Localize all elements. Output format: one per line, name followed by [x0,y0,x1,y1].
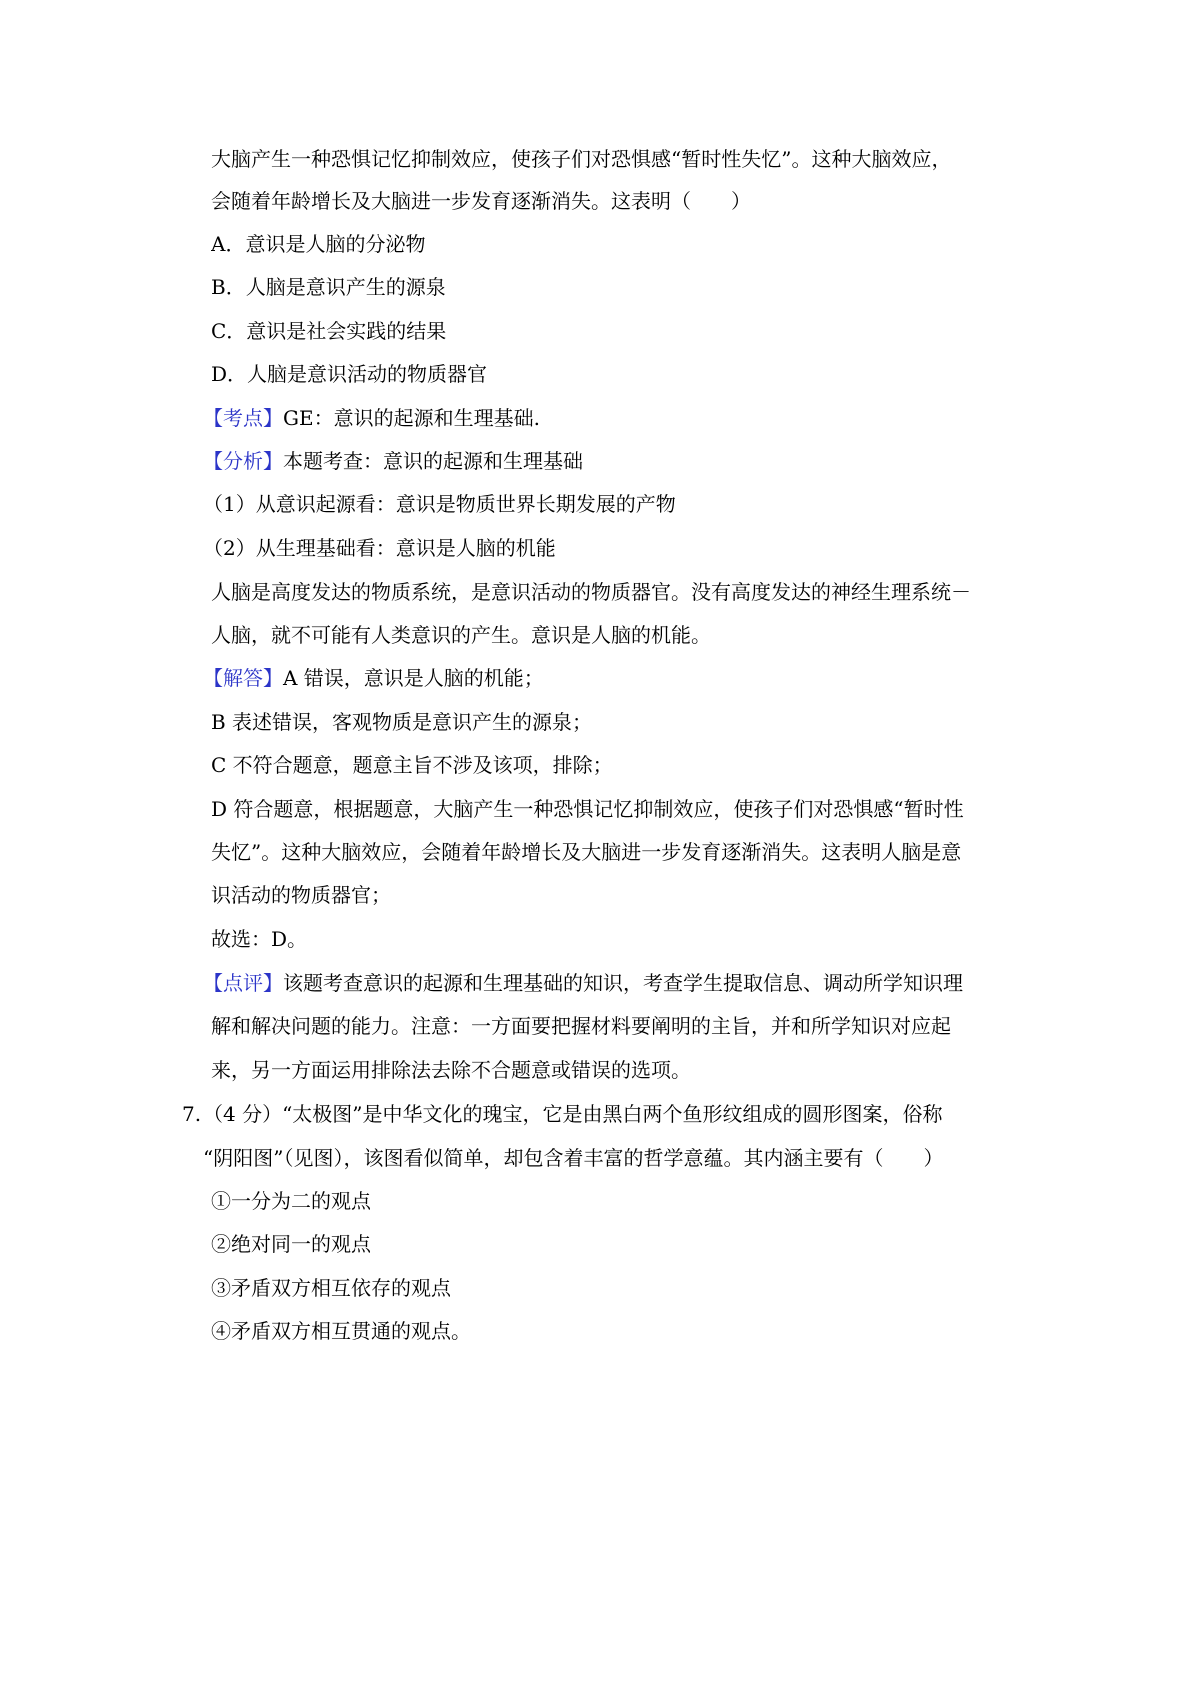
q6-fenxi-point-2: （2）从生理基础看：意识是人脑的机能 [203,536,556,560]
dianping-text: 该题考查意识的起源和生理基础的知识，考查学生提取信息、调动所学知识理 [283,971,963,995]
q6-stem-line-1: 大脑产生一种恐惧记忆抑制效应，使孩子们对恐惧感“暂时性失忆”。这种大脑效应， [211,147,952,171]
q6-fenxi [203,447,1019,475]
jieda-tag: 【解答】 [203,666,283,690]
q6-dianping [203,969,1019,997]
q7-stem-line-2: “阴阳图”（见图），该图看似简单，却包含着丰富的哲学意蕴。其内涵主要有（ ） [203,1146,944,1170]
kaodian-text: GE：意识的起源和生理基础. [283,406,540,430]
dianping-tag: 【点评】 [203,971,283,995]
q6-option-a: A．意识是人脑的分泌物 [211,232,426,256]
q6-option-b: B．人脑是意识产生的源泉 [211,275,446,299]
q6-fenxi-point-1: （1）从意识起源看：意识是物质世界长期发展的产物 [203,492,676,516]
q6-fenxi-para-line-1: 人脑是高度发达的物质系统，是意识活动的物质器官。没有高度发达的神经生理系统－ [211,580,971,604]
fenxi-tag: 【分析】 [203,449,283,473]
q6-jieda-line-d1: D 符合题意，根据题意，大脑产生一种恐惧记忆抑制效应，使孩子们对恐惧感“暂时性 [211,797,964,821]
fenxi-text: 本题考查：意识的起源和生理基础 [283,449,583,473]
q6-jieda-line-d3: 识活动的物质器官； [211,883,391,907]
q7-item-4: ④矛盾双方相互贯通的观点。 [211,1319,471,1343]
q6-jieda-line-b: B 表述错误，客观物质是意识产生的源泉； [211,710,593,734]
q7-item-3: ③矛盾双方相互依存的观点 [211,1276,451,1300]
q6-dianping-line-2: 解和解决问题的能力。注意：一方面要把握材料要阐明的主旨，并和所学知识对应起 [211,1014,951,1038]
q6-fenxi-para-line-2: 人脑，就不可能有人类意识的产生。意识是人脑的机能。 [211,623,711,647]
q6-option-c: C．意识是社会实践的结果 [211,319,447,343]
q6-jieda-line-d2: 失忆”。这种大脑效应，会随着年龄增长及大脑进一步发育逐渐消失。这表明人脑是意 [211,840,962,864]
q6-jieda-line-c: C 不符合题意，题意主旨不涉及该项，排除； [211,753,613,777]
q7-item-1: ①一分为二的观点 [211,1189,371,1213]
q6-jieda-answer: 故选：D。 [211,927,308,951]
q7-number: 7. [182,1102,202,1126]
q6-kaodian [203,404,1019,432]
q7-stem-line-1: （4 分）“太极图”是中华文化的瑰宝，它是由黑白两个鱼形纹组成的圆形图案，俗称 [203,1102,943,1126]
q7-item-2: ②绝对同一的观点 [211,1232,371,1256]
kaodian-tag: 【考点】 [203,406,283,430]
q6-jieda [203,664,1019,692]
jieda-text: A 错误，意识是人脑的机能； [283,666,544,690]
q6-dianping-line-3: 来，另一方面运用排除法去除不合题意或错误的选项。 [211,1058,691,1082]
q6-option-d: D．人脑是意识活动的物质器官 [211,362,488,386]
q6-stem-line-2: 会随着年龄增长及大脑进一步发育逐渐消失。这表明（ ） [211,189,751,213]
